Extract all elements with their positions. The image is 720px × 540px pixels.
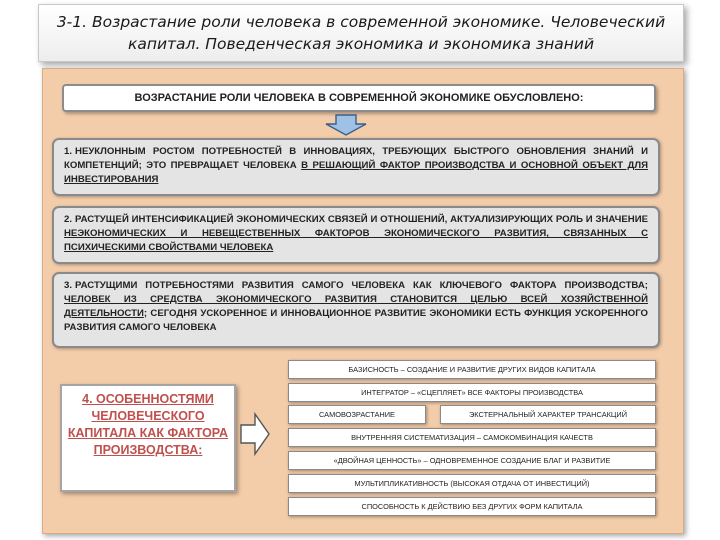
feature-basis: БАЗИСНОСТЬ – СОЗДАНИЕ И РАЗВИТИЕ ДРУГИХ ВИДОВ КАПИТАЛА bbox=[288, 360, 656, 379]
cause-underlined-text: ЧЕЛОВЕК ИЗ СРЕДСТВА ЭКОНОМИЧЕСКОГО РАЗВИТИЯ СТАНОВИТСЯ ЦЕЛЬЮ ВСЕЙ ХОЗЯЙСТВЕННОЙ ДЕЯТЕЛЬНОСТИ bbox=[64, 294, 648, 319]
right-arrow-icon bbox=[240, 412, 270, 456]
feature-double-value: «ДВОЙНАЯ ЦЕННОСТЬ» – ОДНОВРЕМЕННОЕ СОЗДАНИЕ БЛАГ И РАЗВИТИЕ bbox=[288, 451, 656, 470]
cause-text-end: ; СЕГОДНЯ УСКОРЕННОЕ И ИННОВАЦИОННОЕ РАЗВИТИЕ ЭКОНОМИКИ ЕСТЬ ФУНКЦИЯ УСКОРЕННОГО РАЗВИТИЯ САМОГО ЧЕЛОВЕКА bbox=[64, 308, 648, 333]
cause-item-1 bbox=[52, 138, 660, 196]
feature-internal-systematization: ВНУТРЕННЯЯ СИСТЕМАТИЗАЦИЯ – САМОКОМБИНАЦИЯ КАЧЕСТВ bbox=[288, 428, 656, 447]
cause-item-2 bbox=[52, 206, 660, 264]
cause-text: РАСТУЩЕЙ ИНТЕНСИФИКАЦИЕЙ ЭКОНОМИЧЕСКИХ СВЯЗЕЙ И ОТНОШЕНИЙ, АКТУАЛИЗИРУЮЩИХ РОЛЬ И ЗНАЧЕНИЕ bbox=[75, 214, 648, 225]
feature-external-transactions: ЭКСТЕРНАЛЬНЫЙ ХАРАКТЕР ТРАНСАКЦИЙ bbox=[440, 405, 656, 424]
feature-self-growth: САМОВОЗРАСТАНИЕ bbox=[288, 405, 426, 424]
slide-title-line-2: капитал. Поведенческая экономика и экономика знаний bbox=[127, 35, 595, 53]
cause-underlined-text: В РЕШАЮЩИЙ ФАКТОР ПРОИЗВОДСТВА И ОСНОВНОЙ ОБЪЕКТ ДЛЯ ИНВЕСТИРОВАНИЯ bbox=[64, 160, 649, 185]
cause-text: РАСТУЩИМИ ПОТРЕБНОСТЯМИ РАЗВИТИЯ САМОГО ЧЕЛОВЕКА КАК КЛЮЧЕВОГО ФАКТОРА ПРОИЗВОДСТВА; bbox=[75, 280, 648, 291]
feature-standalone-capacity: СПОСОБНОСТЬ К ДЕЙСТВИЮ БЕЗ ДРУГИХ ФОРМ КАПИТАЛА bbox=[288, 497, 656, 516]
slide-title-line-1: 3-1. Возрастание роли человека в современной экономике. Человеческий bbox=[56, 13, 666, 31]
cause-item-3 bbox=[52, 272, 660, 348]
cause-number: 2. bbox=[64, 214, 73, 225]
down-arrow-icon bbox=[322, 114, 370, 136]
cause-underlined-text: НЕЭКОНОМИЧЕСКИХ И НЕВЕЩЕСТВЕННЫХ ФАКТОРОВ ЭКОНОМИЧЕСКОГО РАЗВИТИЯ, СВЯЗАННЫХ С ПСИХИЧЕСКИМИ СВОЙСТВАМИ ЧЕЛОВЕКА bbox=[64, 228, 648, 253]
section-heading: ВОЗРАСТАНИЕ РОЛИ ЧЕЛОВЕКА В СОВРЕМЕННОЙ ЭКОНОМИКЕ ОБУСЛОВЛЕНО: bbox=[62, 84, 656, 112]
feature-multiplicativity: МУЛЬТИПЛИКАТИВНОСТЬ (ВЫСОКАЯ ОТДАЧА ОТ ИНВЕСТИЦИЙ) bbox=[288, 474, 656, 493]
cause-number: 3. bbox=[64, 280, 73, 291]
features-title: 4. ОСОБЕННОСТЯМИ ЧЕЛОВЕЧЕСКОГО КАПИТАЛА КАК ФАКТОРА ПРОИЗВОДСТВА: bbox=[60, 384, 236, 492]
slide-title bbox=[38, 4, 684, 62]
feature-integrator: ИНТЕГРАТОР – «СЦЕПЛЯЕТ» ВСЕ ФАКТОРЫ ПРОИЗВОДСТВА bbox=[288, 383, 656, 402]
cause-text: НЕУКЛОННЫМ РОСТОМ ПОТРЕБНОСТЕЙ В ИННОВАЦИЯХ, ТРЕБУЮЩИХ БЫСТРОГО ОБНОВЛЕНИЯ ЗНАНИЙ И КОМПЕТЕНЦИЙ; ЭТО ПРЕВРАЩАЕТ ЧЕЛОВЕКА bbox=[64, 146, 648, 171]
cause-number: 1. bbox=[64, 146, 73, 157]
